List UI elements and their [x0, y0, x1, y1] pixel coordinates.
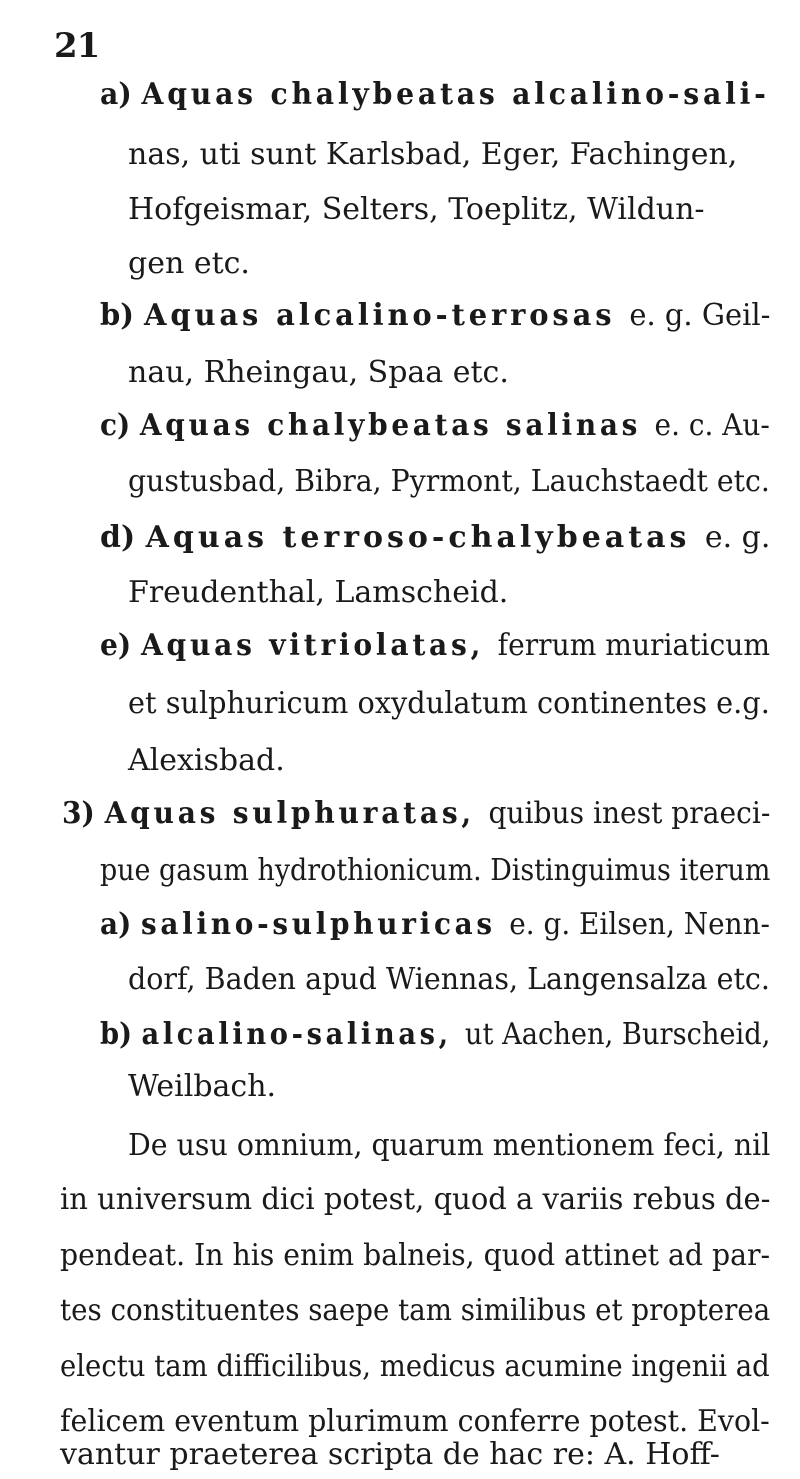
line-text: nas, uti sunt Karlsbad, Eger, Fachingen,	[128, 137, 738, 172]
line-text: pue gasum hydrothionicum. Distinguimus iterum	[100, 853, 771, 888]
text-line	[100, 294, 770, 338]
line-text: dorf, Baden apud Wiennas, Langensalza etc.	[128, 962, 770, 997]
line-text: felicem eventum plurimum conferre potest. Evol-	[60, 1404, 770, 1439]
text-line	[60, 1234, 770, 1278]
text-line	[128, 958, 770, 1002]
line-text: et sulphuricum oxydulatum continentes e.g.	[128, 686, 770, 721]
line-text: e. g. Geil-	[629, 298, 771, 333]
page-number: 21	[54, 26, 100, 66]
line-text: e. g. Eilsen, Nenn-	[509, 907, 770, 942]
text-line	[100, 404, 770, 448]
text-line	[100, 903, 770, 947]
item-label: 3)	[62, 796, 105, 831]
item-label: a)	[100, 907, 141, 942]
line-text: quibus inest praeci-	[488, 796, 771, 831]
text-line	[128, 351, 509, 395]
text-line	[128, 682, 770, 726]
line-text: Alexisbad.	[128, 743, 285, 778]
item-label: a)	[100, 77, 142, 112]
text-line	[128, 1124, 770, 1168]
line-text: De usu omnium, quarum mentionem feci, nil	[128, 1128, 771, 1163]
text-line	[100, 73, 770, 117]
line-text: nau, Rheingau, Spaa etc.	[128, 355, 509, 390]
spaced-term: Aquas vitriolatas,	[140, 628, 498, 663]
text-line	[128, 460, 770, 504]
line-text: e. g.	[704, 520, 771, 555]
line-text: electu tam difficilibus, medicus acumine ingenii ad	[60, 1349, 770, 1384]
spaced-term: Aquas sulphuratas,	[104, 796, 489, 831]
text-line	[128, 188, 705, 232]
spaced-term: Aquas alcalino-terrosas	[144, 298, 630, 333]
line-text: in universum dici potest, quod a variis rebus de-	[60, 1182, 771, 1217]
spaced-term: alcalino-salinas,	[141, 1017, 465, 1052]
text-line	[100, 624, 770, 668]
line-text: ferrum muriaticum	[497, 628, 771, 663]
text-line	[100, 516, 770, 560]
item-label: b)	[100, 298, 145, 333]
item-label: b)	[100, 1017, 142, 1052]
text-line	[60, 1178, 770, 1222]
line-text: ut Aachen, Burscheid,	[464, 1017, 771, 1052]
text-line	[128, 739, 285, 783]
line-text: Hofgeismar, Selters, Toeplitz, Wildun-	[128, 192, 705, 227]
line-text: gustusbad, Bibra, Pyrmont, Lauchstaedt etc.	[128, 464, 770, 499]
text-line	[128, 133, 737, 177]
item-label: c)	[100, 408, 140, 443]
spaced-term: salino-sulphuricas	[140, 907, 510, 942]
text-line	[100, 849, 770, 893]
text-line	[128, 571, 508, 615]
spaced-term: Aquas chalybeatas alcalino-sali-	[141, 77, 770, 112]
text-line	[60, 1289, 770, 1333]
line-text: tes constituentes saepe tam similibus et propterea	[60, 1293, 771, 1328]
line-text: Freudenthal, Lamscheid.	[128, 575, 509, 610]
line-text: pendeat. In his enim balneis, quod attinet ad par-	[60, 1238, 771, 1273]
text-line	[62, 792, 770, 836]
item-label: d)	[100, 520, 146, 555]
text-line	[60, 1345, 770, 1389]
line-text: Weilbach.	[128, 1069, 277, 1104]
line-text: e. c. Au-	[654, 408, 770, 443]
line-text: gen etc.	[128, 246, 250, 281]
spaced-term: Aquas chalybeatas salinas	[139, 408, 655, 443]
item-label: e)	[100, 628, 141, 663]
text-line	[128, 1065, 276, 1109]
line-text: vantur praeterea scripta de hac re: A. Hoff-	[60, 1437, 720, 1472]
text-line	[100, 1013, 770, 1057]
text-line	[128, 242, 250, 286]
text-line	[60, 1433, 720, 1477]
spaced-term: Aquas terroso-chalybeatas	[145, 520, 705, 555]
